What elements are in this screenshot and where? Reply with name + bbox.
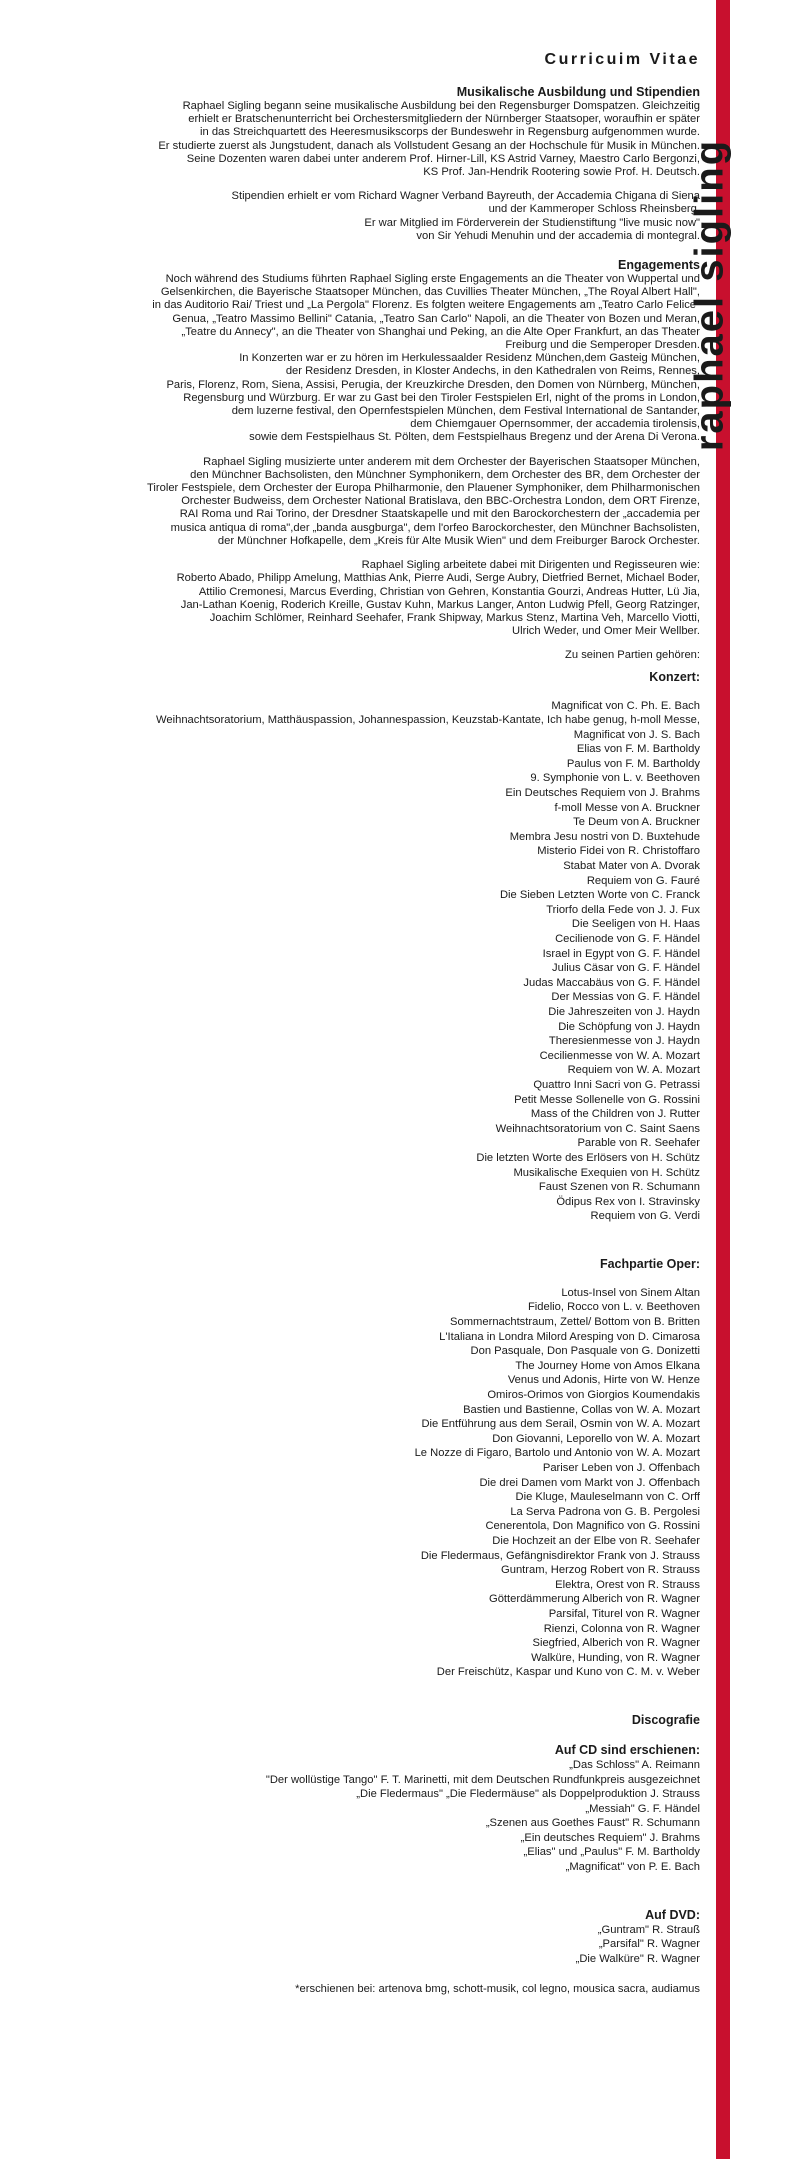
oper-item: Parsifal, Titurel von R. Wagner — [548, 1607, 700, 1620]
engagements-line: Jan-Lathan Koenig, Roderich Kreille, Gustav Kuhn, Markus Langer, Anton Ludwig Pfell, Georg Ratzinger, — [180, 598, 700, 611]
oper-item: Die drei Damen vom Markt von J. Offenbach — [479, 1476, 700, 1489]
konzert-item: 9. Symphonie von L. v. Beethoven — [530, 772, 700, 785]
oper-item: Guntram, Herzog Robert von R. Strauss — [501, 1564, 700, 1577]
konzert-item: Theresienmesse von J. Haydn — [548, 1035, 700, 1048]
engagements-line: Joachim Schlömer, Reinhard Seehafer, Frank Shipway, Markus Stenz, Martina Veh, Marcello Viotti, — [209, 611, 700, 624]
engagements-line: In Konzerten war er zu hören im Herkulessaalder Residenz München,dem Gasteig München, — [239, 352, 700, 365]
konzert-item: Judas Maccabäus von G. F. Händel — [523, 976, 700, 989]
oper-item: Omiros-Orimos von Giorgios Koumendakis — [487, 1389, 700, 1402]
dvd-list — [0, 1923, 700, 1967]
ausbildung-line: erhielt er Bratschenunterricht bei Orchestersmitgliedern der Nürnberger Staatsoper, woraufhin er später — [188, 113, 700, 126]
engagements-line: Noch während des Studiums führten Raphael Sigling erste Engagements an die Theater von Wuppertal und — [165, 273, 700, 286]
vertical-name: raphael sigling — [687, 138, 732, 452]
ausbildung-line: Er war Mitglied im Förderverein der Studienstiftung "live music now" — [364, 216, 700, 229]
konzert-item: Weihnachtsoratorium, Matthäuspassion, Johannespassion, Keuzstab-Kantate, Ich habe genug, h-moll Messe, — [156, 714, 700, 727]
dvd-item: „Guntram" R. Strauß — [597, 1923, 700, 1936]
ausbildung-line: Er studierte zuerst als Jungstudent, danach als Vollstudent Gesang an der Hochschule für Musik in München. — [158, 139, 700, 152]
engagements-line: Genua, „Teatro Massimo Bellini" Catania, „Teatro San Carlo" Napoli, an die Theater von Bozen und Meran, — [172, 312, 700, 325]
konzert-item: Paulus von F. M. Bartholdy — [566, 757, 700, 770]
konzert-list — [0, 699, 700, 1224]
konzert-item: Die Sieben Letzten Worte von C. Franck — [499, 889, 700, 902]
cd-list — [0, 1758, 700, 1875]
section-title-engagements: Engagements — [618, 258, 700, 273]
section-engagements — [0, 273, 700, 662]
oper-item: La Serva Padrona von G. B. Pergolesi — [510, 1505, 700, 1518]
konzert-item: Stabat Mater von A. Dvorak — [563, 860, 700, 873]
oper-item: Don Giovanni, Leporello von W. A. Mozart — [492, 1432, 700, 1445]
konzert-item: Requiem von G. Fauré — [586, 874, 700, 887]
oper-item: Pariser Leben von J. Offenbach — [542, 1462, 700, 1475]
engagements-line: dem luzerne festival, den Opernfestspielen München, dem Festival International de Santander, — [231, 405, 700, 418]
oper-item: Le Nozze di Figaro, Bartolo und Antonio von W. A. Mozart — [414, 1447, 700, 1460]
oper-item: Walküre, Hunding, von R. Wagner — [531, 1651, 700, 1664]
oper-item: Der Freischütz, Kaspar und Kuno von C. M. v. Weber — [436, 1666, 700, 1679]
oper-item: L'Italiana in Londra Milord Aresping von D. Cimarosa — [439, 1330, 700, 1343]
dvd-item: „Parsifal" R. Wagner — [598, 1938, 700, 1951]
cd-item: „Die Fledermaus" „Die Fledermäuse" als Doppelproduktion J. Strauss — [356, 1788, 700, 1801]
engagements-line: Orchester Budweiss, dem Orchester National Bratislava, den BBC-Orchestra London, dem ORT Firenze, — [181, 495, 700, 508]
konzert-item: Cecilienode von G. F. Händel — [555, 933, 700, 946]
konzert-item: Magnificat von C. Ph. E. Bach — [551, 699, 700, 712]
cd-item: "Der wollüstige Tango" F. T. Marinetti, mit dem Deutschen Rundfunkpreis ausgezeichnet — [265, 1773, 700, 1786]
oper-item: Bastien und Bastienne, Collas von W. A. Mozart — [463, 1403, 700, 1416]
oper-item: The Journey Home von Amos Elkana — [515, 1359, 700, 1372]
engagements-line: der Residenz Dresden, in Kloster Andechs, in den Kathedralen von Reims, Rennes, — [285, 365, 700, 378]
oper-item: Venus und Adonis, Hirte von W. Henze — [507, 1374, 700, 1387]
cd-item: „Das Schloss" A. Reimann — [569, 1758, 700, 1771]
ausbildung-line: Raphael Sigling begann seine musikalische Ausbildung bei den Regensburger Domspatzen. Gleichzeitig — [182, 100, 700, 112]
ausbildung-line: und der Kammeroper Schloss Rheinsberg. — [488, 203, 700, 216]
oper-item: Die Hochzeit an der Elbe von R. Seehafer — [492, 1534, 700, 1547]
engagements-line: den Münchner Bachsolisten, den Münchner Symphonikern, dem Orchester des BR, dem Orchester der — [190, 468, 700, 481]
section-title-oper: Fachpartie Oper: — [599, 1256, 700, 1271]
engagements-line: Regensburg und Würzburg. Er war zu Gast bei den Tiroler Festspielen Erl, night of the proms in London, — [183, 391, 700, 404]
oper-list — [0, 1286, 700, 1680]
konzert-item: Requiem von G. Verdi — [590, 1210, 700, 1223]
konzert-item: Israel in Egypt von G. F. Händel — [542, 947, 700, 960]
engagements-line: Paris, Florenz, Rom, Siena, Assisi, Perugia, der Kreuzkirche Dresden, den Domen von Nürnberg, München, — [166, 378, 700, 391]
engagements-line: RAI Roma und Rai Torino, der Dresdner Staatskapelle und mit den Barockorchestern der „accademia per — [179, 508, 700, 521]
engagements-line: Raphael Sigling musizierte unter anderem mit dem Orchester der Bayerischen Staatsoper München, — [203, 455, 700, 468]
engagements-line: „Teatre du Annecy", an die Theater von Shanghai und Peking, an die Alte Oper Frankfurt, an das Theater — [181, 325, 700, 338]
konzert-item: Der Messias von G. F. Händel — [551, 991, 700, 1004]
oper-item: Sommernachtstraum, Zettel/ Bottom von B. Britten — [450, 1316, 700, 1329]
konzert-item: Die Seeligen von H. Haas — [571, 918, 700, 931]
konzert-item: Membra Jesu nostri von D. Buxtehude — [509, 830, 700, 843]
konzert-item: Die Schöpfung von J. Haydn — [558, 1020, 700, 1033]
konzert-item: Faust Szenen von R. Schumann — [538, 1181, 700, 1194]
ausbildung-line: Stipendien erhielt er vom Richard Wagner Verband Bayreuth, der Accademia Chigana di Siena — [231, 190, 700, 203]
konzert-item: Musikalische Exequien von H. Schütz — [513, 1166, 700, 1179]
oper-item: Siegfried, Alberich von R. Wagner — [532, 1637, 700, 1650]
oper-item: Lotus-Insel von Sinem Altan — [561, 1286, 700, 1299]
engagements-line: Tiroler Festspiele, dem Orchester der Europa Philharmonie, den Plauener Symphoniker, dem Philharmonischen — [146, 482, 700, 495]
konzert-item: Te Deum von A. Bruckner — [573, 816, 700, 829]
section-ausbildung — [0, 100, 700, 243]
oper-item: Don Pasquale, Don Pasquale von G. Donizetti — [470, 1345, 700, 1358]
konzert-item: Ödipus Rex von I. Stravinsky — [556, 1195, 700, 1208]
cd-item: „Magnificat" von P. E. Bach — [565, 1861, 700, 1874]
engagements-line: Ulrich Weder, und Omer Meir Wellber. — [512, 625, 700, 638]
section-title-konzert: Konzert: — [649, 669, 700, 684]
engagements-line: Zu seinen Partien gehören: — [565, 649, 700, 662]
oper-item: Die Kluge, Mauleselmann von C. Orff — [515, 1491, 700, 1504]
konzert-item: Julius Cäsar von G. F. Händel — [552, 962, 700, 975]
konzert-item: Die letzten Worte des Erlösers von H. Schütz — [476, 1151, 700, 1164]
konzert-item: Ein Deutsches Requiem von J. Brahms — [505, 787, 700, 800]
cd-item: „Elias" und „Paulus" F. M. Bartholdy — [523, 1846, 700, 1859]
oper-item: Elektra, Orest von R. Strauss — [555, 1578, 700, 1591]
oper-item: Die Fledermaus, Gefängnisdirektor Frank von J. Strauss — [420, 1549, 700, 1562]
cd-item: „Szenen aus Goethes Faust" R. Schumann — [485, 1817, 700, 1830]
page-title: Curricuim Vitae — [544, 51, 700, 68]
ausbildung-line: in das Streichquartett des Heeresmusikscorps der Bundeswehr in Regensburg aufgenommen wurde. — [200, 126, 700, 139]
section-title-ausbildung: Musikalische Ausbildung und Stipendien — [456, 85, 700, 99]
cd-subtitle: Auf CD sind erschienen: — [554, 1742, 700, 1757]
engagements-line: musica antiqua di roma",der „banda ausgburga", dem l'orfeo Barockorchester, den Münchner Bachsolisten, — [170, 521, 700, 534]
oper-item: Götterdämmerung Alberich von R. Wagner — [489, 1593, 700, 1606]
konzert-item: Cecilienmesse von W. A. Mozart — [539, 1049, 700, 1062]
engagements-line: Freiburg und die Semperoper Dresden. — [505, 339, 700, 352]
konzert-item: Quattro Inni Sacri von G. Petrassi — [533, 1078, 700, 1091]
konzert-item: Elias von F. M. Bartholdy — [576, 743, 700, 756]
ausbildung-line: von Sir Yehudi Menuhin und der accademia di montegral. — [416, 229, 700, 242]
oper-item: Die Entführung aus dem Serail, Osmin von W. A. Mozart — [421, 1418, 700, 1431]
konzert-item: Magnificat von J. S. Bach — [573, 728, 700, 741]
konzert-item: Requiem von W. A. Mozart — [567, 1064, 700, 1077]
dvd-item: „Die Walküre" R. Wagner — [575, 1952, 700, 1965]
ausbildung-line: KS Prof. Jan-Hendrik Rootering sowie Prof. H. Deutsch. — [423, 166, 700, 179]
konzert-item: Weihnachtsoratorium von C. Saint Saens — [495, 1122, 700, 1135]
konzert-item: Parable von R. Seehafer — [577, 1137, 700, 1150]
engagements-line: Gelsenkirchen, die Bayerische Staatsoper München, das Cuvillies Theater München, „The Royal Albert Hall", — [160, 286, 700, 299]
oper-item: Fidelio, Rocco von L. v. Beethoven — [527, 1301, 700, 1314]
konzert-item: Triorfo della Fede von J. J. Fux — [546, 903, 700, 916]
section-title-discografie: Discografie — [631, 1712, 700, 1727]
engagements-line: dem Chiemgauer Opernsommer, der accademia tirolensis, — [410, 418, 700, 431]
engagements-line: der Münchner Hofkapelle, dem „Kreis für Alte Musik Wien" und dem Freiburger Barock Orchester. — [217, 534, 700, 547]
footer-note: *erschienen bei: artenova bmg, schott-musik, col legno, mousica sacra, audiamus — [295, 1983, 700, 1996]
engagements-line: Raphael Sigling arbeitete dabei mit Dirigenten und Regisseuren wie: — [361, 559, 700, 572]
oper-item: Rienzi, Colonna von R. Wagner — [543, 1622, 700, 1635]
oper-item: Cenerentola, Don Magnifico von G. Rossini — [485, 1520, 700, 1533]
dvd-subtitle: Auf DVD: — [645, 1907, 700, 1922]
engagements-line: sowie dem Festspielhaus St. Pölten, dem Festspielhaus Bregenz und der Arena Di Verona. — [249, 431, 700, 444]
konzert-item: Die Jahreszeiten von J. Haydn — [548, 1005, 700, 1018]
ausbildung-line: Seine Dozenten waren dabei unter anderem Prof. Hirner-Lill, KS Astrid Varney, Maestro Carlo Bergonzi, — [186, 152, 700, 165]
engagements-line: Attilio Cremonesi, Marcus Everding, Christian von Gehren, Konstantia Gourzi, Andreas Hutter, Lü Jia, — [198, 585, 700, 598]
cd-item: „Messiah" G. F. Händel — [585, 1802, 700, 1815]
engagements-line: in das Auditorio Rai/ Triest und „La Pergola" Florenz. Es folgten weitere Engagements am „Teatro Carlo Felice" — [152, 299, 700, 312]
konzert-item: Mass of the Children von J. Rutter — [530, 1108, 700, 1121]
konzert-item: Petit Messe Sollenelle von G. Rossini — [514, 1093, 700, 1106]
cd-item: „Ein deutsches Requiem" J. Brahms — [520, 1831, 700, 1844]
konzert-item: Misterio Fidei von R. Christoffaro — [537, 845, 700, 858]
engagements-line: Roberto Abado, Philipp Amelung, Matthias Ank, Pierre Audi, Serge Aubry, Dietfried Bernet, Michael Boder, — [176, 572, 700, 585]
konzert-item: f-moll Messe von A. Bruckner — [554, 801, 700, 814]
